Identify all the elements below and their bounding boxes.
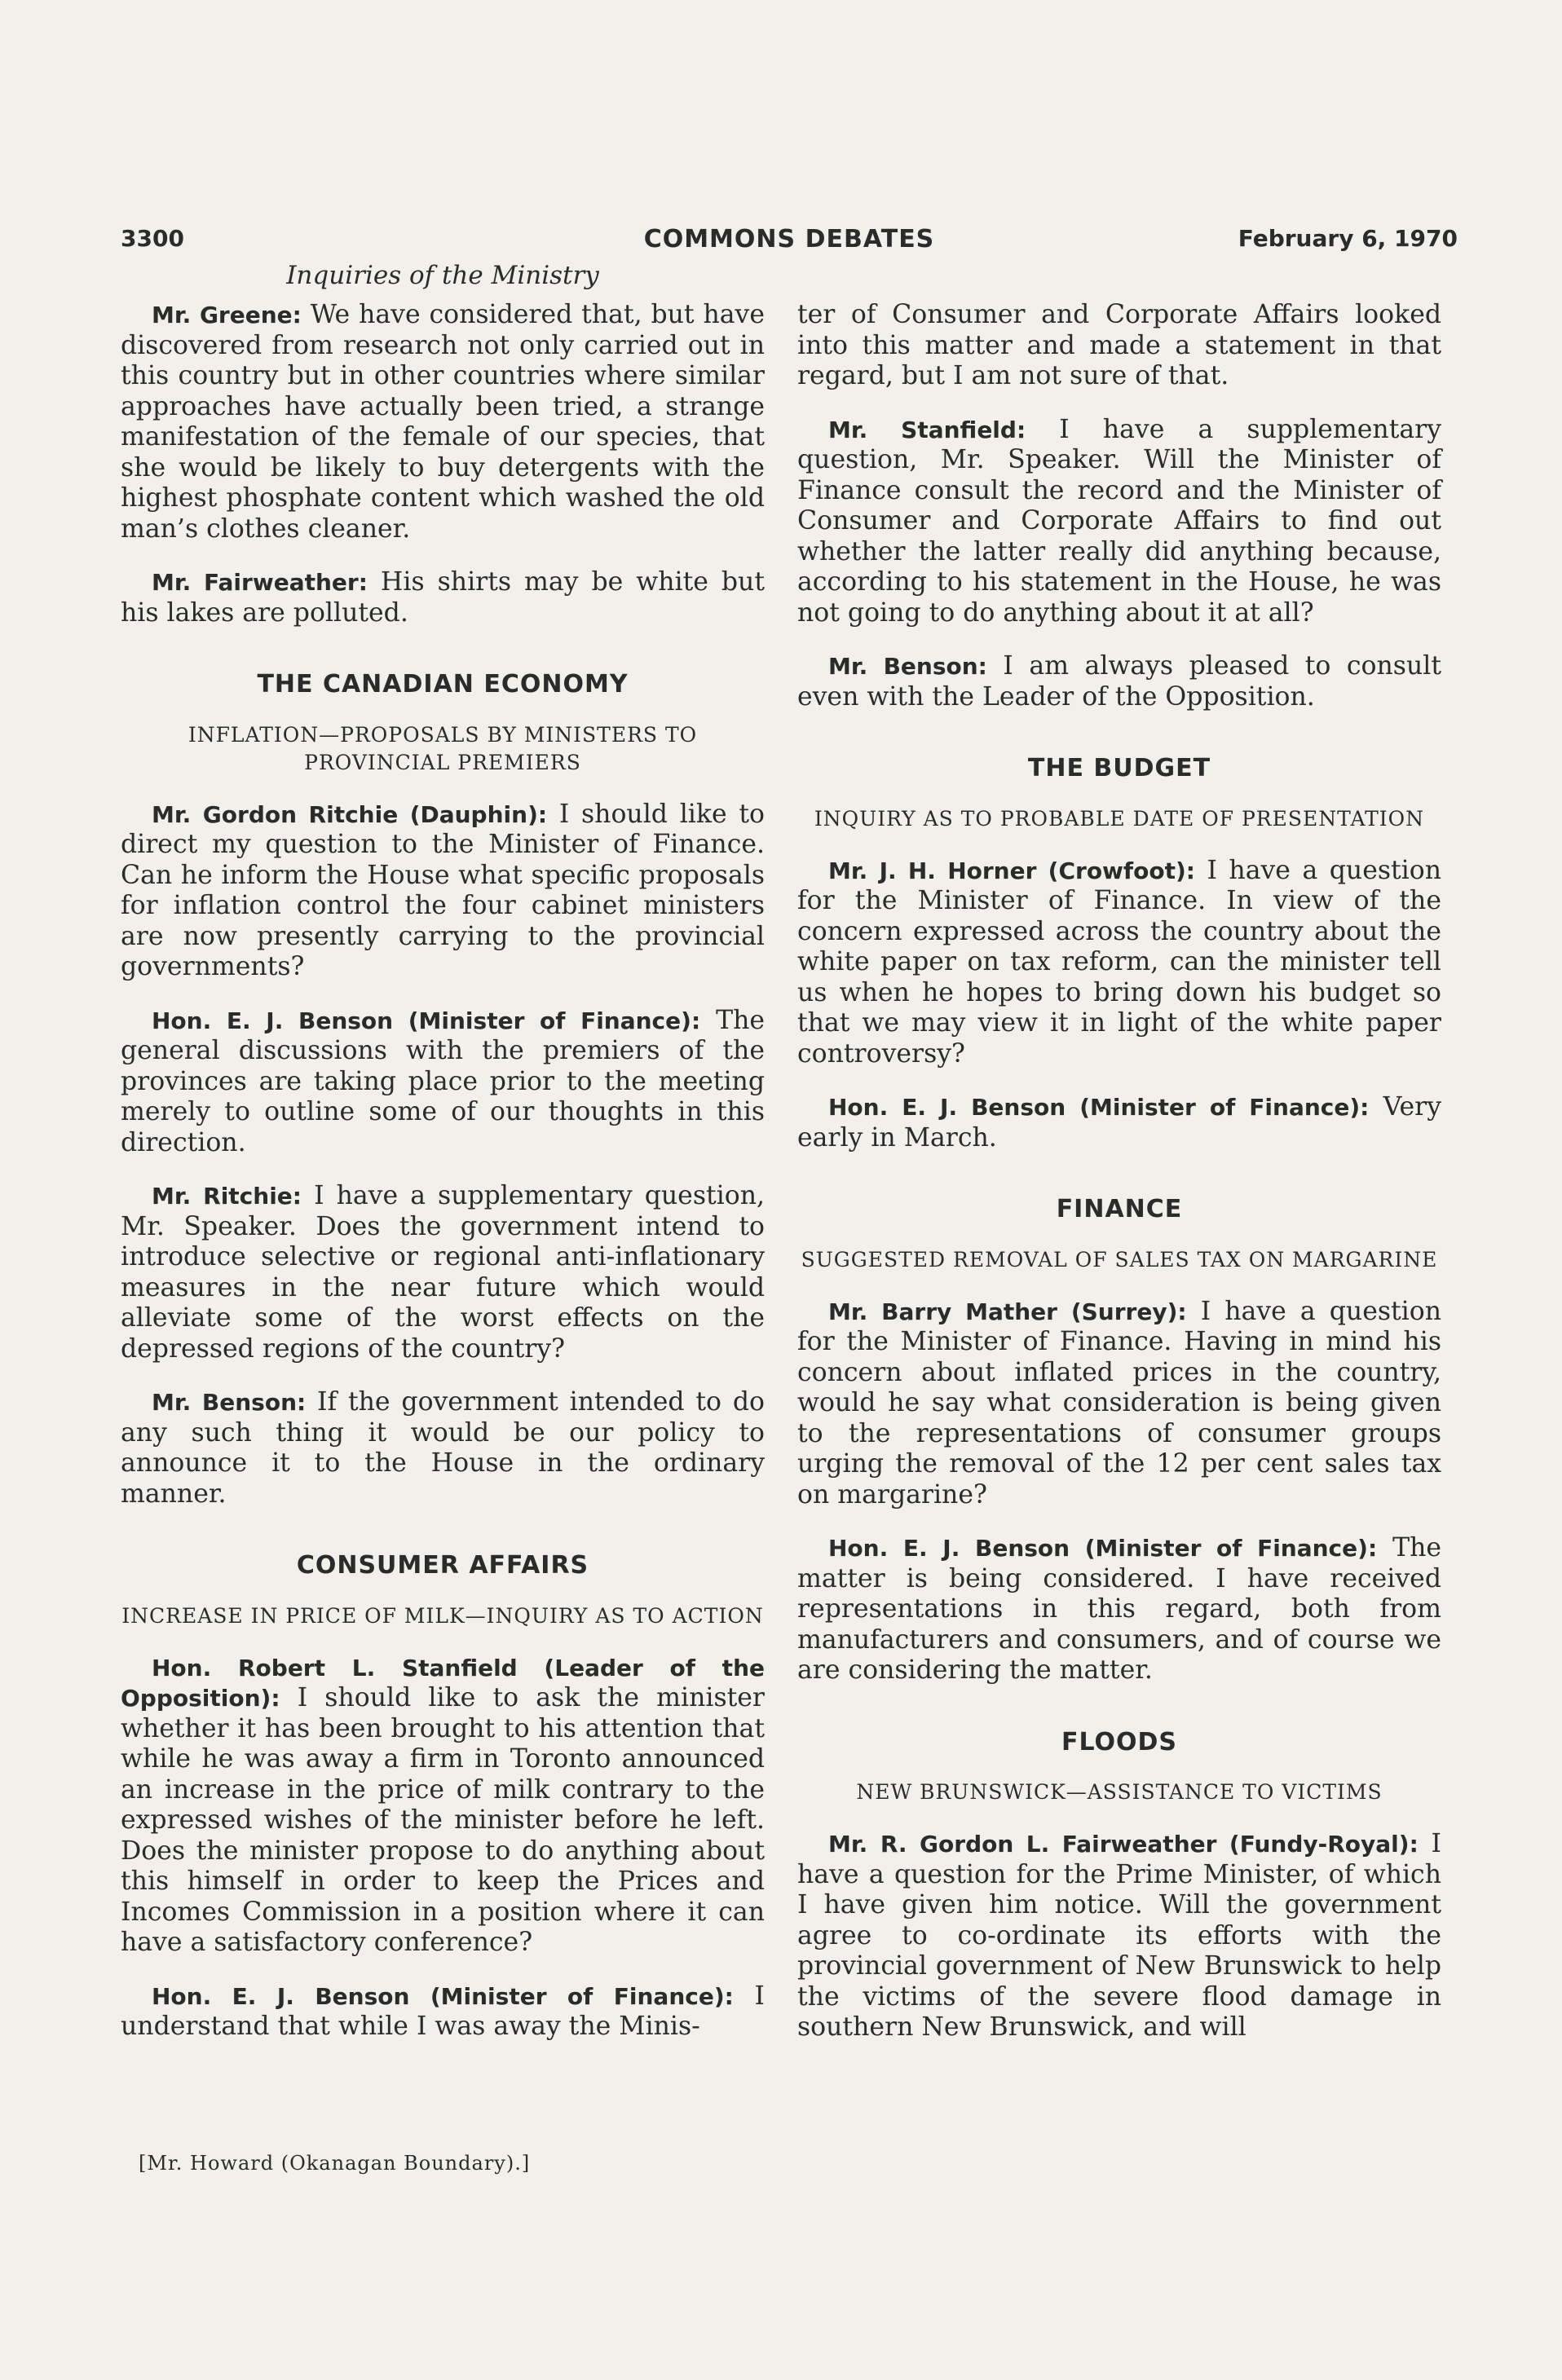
paragraph bbox=[797, 300, 1441, 392]
speaker-name: Mr. Stanfield: bbox=[828, 416, 1026, 443]
paragraph bbox=[797, 856, 1441, 1070]
speaker-name: Mr. J. H. Horner (Crowfoot): bbox=[828, 857, 1195, 884]
paragraph bbox=[121, 1006, 765, 1159]
right-column bbox=[797, 300, 1441, 2066]
left-column bbox=[121, 300, 765, 2065]
speech-text: His shirts may be white but his lakes are polluted. bbox=[121, 567, 765, 628]
speech-text: I have a question for the Minister of Finance. Having in mind his concern about inflated prices in the country, would he say what consideration is being given to the representations of consumer groups urging the removal of the 12 per cent sales tax on margarine? bbox=[797, 1296, 1442, 1510]
section-subheading: NEW BRUNSWICK—ASSISTANCE TO VICTIMS bbox=[856, 1780, 1383, 1804]
paragraph bbox=[121, 1181, 765, 1364]
speaker-name: Mr. R. Gordon L. Fairweather (Fundy-Royal): bbox=[828, 1831, 1419, 1858]
paragraph bbox=[797, 1297, 1441, 1511]
speech-text: I understand that while I was away the Minis- bbox=[121, 1981, 765, 2041]
paragraph bbox=[121, 800, 765, 983]
section-subheader: Inquiries of the Ministry bbox=[286, 261, 599, 290]
publication-title: COMMONS DEBATES bbox=[643, 225, 935, 253]
speaker-name: Mr. Benson: bbox=[152, 1389, 307, 1416]
paragraph bbox=[797, 651, 1441, 712]
speech-text: I have a supplementary question, Mr. Speaker. Does the government intend to introduce selective or regional anti-inflationary measures in the near future which would alleviate some of the worst effects on the depressed regions of the country? bbox=[121, 1181, 765, 1364]
paragraph bbox=[121, 1653, 765, 1959]
speaker-name: Hon. E. J. Benson (Minister of Finance): bbox=[152, 1007, 701, 1034]
speaker-name: Mr. Ritchie: bbox=[152, 1183, 302, 1210]
speaker-name: Mr. Barry Mather (Surrey): bbox=[828, 1298, 1187, 1325]
section-heading: THE CANADIAN ECONOMY bbox=[257, 670, 629, 699]
speaker-name: Mr. Gordon Ritchie (Dauphin): bbox=[152, 800, 548, 828]
paragraph bbox=[797, 415, 1441, 629]
section-subheading: INQUIRY AS TO PROBABLE DATE OF PRESENTATION bbox=[814, 806, 1425, 831]
paragraph bbox=[121, 1981, 765, 2043]
speech-text: Very early in March. bbox=[797, 1092, 1441, 1153]
paragraph bbox=[797, 1092, 1441, 1153]
speech-text: ter of Consumer and Corporate Affairs looked into this matter and made a statement in that regard, but I am not sure of that. bbox=[797, 300, 1441, 390]
paragraph bbox=[121, 300, 765, 544]
speaker-name: Hon. E. J. Benson (Minister of Finance): bbox=[828, 1535, 1378, 1562]
speaker-name: Mr. Benson: bbox=[828, 653, 987, 680]
paragraph bbox=[797, 1829, 1441, 2043]
speech-text: I should like to ask the minister whether it has been brought to his attention that while he was away a firm in Toronto announced an increase in the price of milk contrary to the expressed wishes of the minister before he left. Does the minister propose to do anything about this himself in order to keep the Prices and Incomes Commission in a position where it can have a satisfactory conference? bbox=[121, 1683, 765, 1957]
paragraph bbox=[121, 567, 765, 628]
page-header bbox=[121, 225, 1458, 261]
section-subheading: SUGGESTED REMOVAL OF SALES TAX ON MARGARINE bbox=[801, 1247, 1438, 1272]
speaker-name: Hon. Robert L. Stanfield (Leader of the Opposition): bbox=[121, 1654, 765, 1712]
page-number: 3300 bbox=[121, 225, 184, 252]
section-subheading: INFLATION—PROPOSALS BY MINISTERS TO PROVINCIAL PREMIERS bbox=[188, 722, 698, 774]
section-heading: FINANCE bbox=[1056, 1195, 1183, 1223]
speech-text: I am always pleased to consult even with the Leader of the Opposition. bbox=[797, 651, 1441, 712]
speaker-name: Hon. E. J. Benson (Minister of Finance): bbox=[152, 1982, 734, 2010]
speech-text: I have a supplementary question, Mr. Speaker. Will the Minister of Finance consult the record and the Minister of Consumer and Corporate Affairs to find out whether the latter really did anything because, according to his statement in the House, he was not going to do anything about it at all? bbox=[797, 414, 1441, 628]
speaker-name: Mr. Fairweather: bbox=[152, 569, 368, 596]
speech-text: I have a question for the Minister of Finance. In view of the concern expressed across the country about the white paper on tax reform, can the minister tell us when he hopes to bring down his budget so that we may view it in light of the white paper controversy? bbox=[797, 855, 1441, 1069]
section-subheading: INCREASE IN PRICE OF MILK—INQUIRY AS TO ACTION bbox=[121, 1603, 764, 1628]
paragraph bbox=[797, 1533, 1441, 1686]
paragraph bbox=[121, 1387, 765, 1510]
speech-text: The general discussions with the premiers of the provinces are taking place prior to the meeting merely to outline some of our thoughts in this direction. bbox=[121, 1005, 766, 1157]
speech-text: We have considered that, but have discovered from research not only carried out in this country but in other countries where similar approaches have actually been tried, a strange manifestation of the female of our species, that she would be likely to buy detergents with the highest phosphate content which washed the old man’s clothes cleaner. bbox=[121, 300, 765, 544]
speech-text: If the government intended to do any such thing it would be our policy to announce it to the House in the ordinary manner. bbox=[121, 1387, 765, 1509]
speaker-name: Hon. E. J. Benson (Minister of Finance): bbox=[828, 1094, 1370, 1121]
footnote: [Mr. Howard (Okanagan Boundary).] bbox=[139, 2152, 531, 2175]
section-heading: FLOODS bbox=[1061, 1727, 1178, 1756]
section-heading: THE BUDGET bbox=[1027, 754, 1211, 782]
speech-text: I should like to direct my question to the Minister of Finance. Can he inform the House what specific proposals for inflation control the four cabinet ministers are now presently carrying to the provincial governments? bbox=[121, 799, 765, 981]
speaker-name: Mr. Greene: bbox=[152, 302, 302, 328]
speech-text: I have a question for the Prime Minister, of which I have given him notice. Will the government agree to co-ordinate its efforts with the provincial government of New Brunswick to help the victims of the severe flood damage in southern New Brunswick, and will bbox=[797, 1829, 1441, 2042]
page-date: February 6, 1970 bbox=[1238, 225, 1458, 252]
speech-text: The matter is being considered. I have received representations in this regard, both from manufacturers and consumers, and of course we are considering the matter. bbox=[797, 1533, 1442, 1685]
section-heading: CONSUMER AFFAIRS bbox=[296, 1551, 589, 1580]
